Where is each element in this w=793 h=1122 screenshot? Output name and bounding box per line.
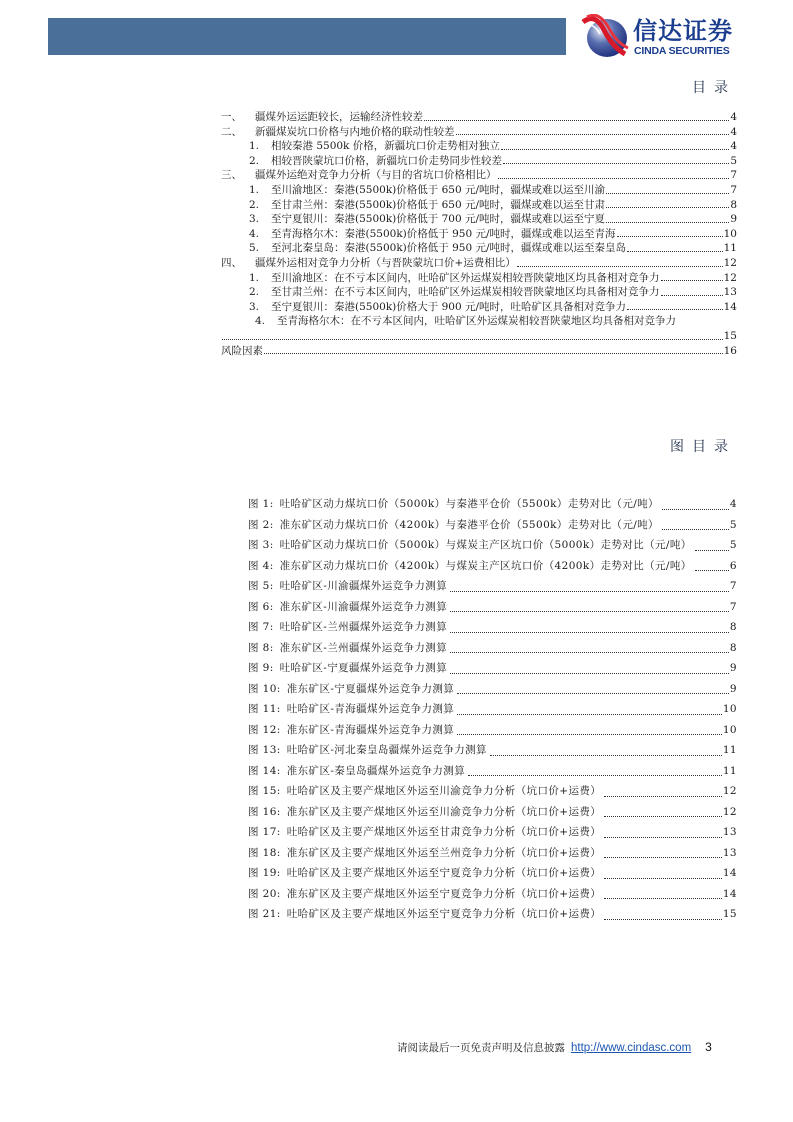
dot-leader	[661, 292, 723, 296]
dot-leader	[662, 506, 729, 510]
dot-leader	[424, 117, 729, 121]
figure-entry-text: 吐哈矿区-兰州疆煤外运竞争力测算	[279, 621, 448, 633]
figure-entry-page: 12	[722, 785, 737, 797]
toc-entry-number: 1.	[249, 183, 260, 196]
toc-entry[interactable]	[221, 125, 737, 140]
toc-entry-text: 相较秦港 5500k 价格，新疆坑口价走势相对独立	[271, 140, 500, 153]
figure-entry-label: 图 5:	[248, 580, 274, 592]
dot-leader	[695, 547, 729, 551]
figure-entry-page: 10	[722, 703, 737, 715]
toc-entry-number: 4.	[255, 315, 266, 328]
toc-entry[interactable]	[221, 271, 737, 286]
figure-entry-label: 图 8:	[248, 641, 274, 654]
dot-leader	[627, 248, 723, 252]
header-bar	[48, 18, 566, 55]
figure-entry-text: 吐哈矿区动力煤坑口价（5000k）与煤炭主产区坑口价（5000k）走势对比（元/吨）	[279, 539, 692, 551]
figure-entry-label: 图 2:	[248, 518, 274, 531]
figure-entry-page: 13	[722, 846, 737, 859]
dot-leader	[606, 204, 729, 208]
figure-entry[interactable]	[248, 617, 737, 638]
dot-leader	[450, 629, 729, 633]
toc-entry-number: 四、	[221, 256, 242, 269]
figure-entry[interactable]	[248, 638, 737, 659]
figure-entry-page: 14	[722, 887, 737, 900]
dot-leader	[450, 670, 729, 674]
dot-leader	[606, 190, 729, 194]
figure-entry-page: 13	[722, 826, 737, 838]
figure-entry-text: 准东矿区-宁夏疆煤外运竞争力测算	[286, 682, 455, 695]
toc-entry[interactable]	[221, 154, 737, 169]
dot-leader	[604, 834, 722, 838]
toc-entry-page: 4	[730, 111, 737, 123]
figure-entry-label: 图 19:	[248, 867, 281, 879]
figure-entry-text: 准东矿区动力煤坑口价（4200k）与煤炭主产区坑口价（4200k）走势对比（元/吨）	[279, 559, 692, 572]
toc-entry-number: 二、	[221, 125, 242, 138]
figure-entry-page: 7	[729, 580, 737, 592]
figure-entry-label: 图 3:	[248, 539, 274, 551]
figure-entry[interactable]	[248, 494, 737, 515]
figure-entry-text: 准东矿区动力煤坑口价（4200k）与秦港平仓价（5500k）走势对比（元/吨）	[279, 518, 659, 531]
toc-entry-text: 至甘肃兰州：在不亏本区间内，吐哈矿区外运煤炭相较晋陕蒙地区均具备相对竞争力	[271, 286, 660, 299]
toc-entry-number: 4.	[249, 227, 260, 240]
figure-entry-page: 15	[722, 908, 737, 920]
toc-entry[interactable]	[221, 241, 737, 256]
figure-entry-text: 吐哈矿区及主要产煤地区外运至宁夏竞争力分析（坑口价+运费）	[286, 908, 602, 920]
figure-entry[interactable]	[248, 740, 737, 761]
toc-entry-page: 9	[730, 213, 737, 226]
toc-entry-text: 疆煤外运相对竞争力分析（与晋陕蒙坑口价+运费相比）	[255, 256, 516, 269]
toc-entry-text: 疆煤外运运距较长，运输经济性较差	[255, 111, 423, 123]
figure-entry-text: 吐哈矿区-宁夏疆煤外运竞争力测算	[279, 662, 448, 674]
dot-leader	[222, 336, 723, 340]
toc-entry-page: 15	[723, 329, 737, 342]
dot-leader	[264, 350, 723, 354]
toc-entry[interactable]	[221, 329, 737, 344]
figure-entry[interactable]	[248, 761, 737, 782]
toc-entry-page: 13	[723, 286, 737, 299]
figure-entry-text: 准东矿区及主要产煤地区外运至宁夏竞争力分析（坑口价+运费）	[286, 887, 602, 900]
figure-entry-page: 10	[722, 723, 737, 736]
figure-entry-text: 吐哈矿区-川渝疆煤外运竞争力测算	[279, 580, 448, 592]
toc-entry-number: 2.	[249, 198, 260, 211]
toc-title: 目录	[692, 80, 736, 96]
toc-entry-text: 新疆煤炭坑口价格与内地价格的联动性较差	[255, 125, 455, 138]
brand-logo	[581, 14, 781, 62]
figure-entry-text: 吐哈矿区-青海疆煤外运竞争力测算	[286, 703, 455, 715]
toc-entry[interactable]	[221, 198, 737, 213]
figure-list	[248, 494, 737, 925]
toc-entry-number: 3.	[249, 300, 260, 313]
figure-list-title: 图目录	[670, 439, 736, 455]
toc-entry-text: 至青海格尔木：秦港(5500k)价格低于 950 元/吨时，疆煤或难以运至青海	[271, 227, 616, 240]
disclaimer-note: 请阅读最后一页免责声明及信息披露	[397, 1042, 565, 1054]
dot-leader	[604, 813, 722, 817]
figure-entry[interactable]	[248, 597, 737, 618]
figure-entry[interactable]	[248, 699, 737, 720]
toc-entry-page: 7	[730, 169, 737, 182]
dot-leader	[457, 690, 729, 694]
figure-entry-label: 图 20:	[248, 887, 281, 900]
toc-entry-page: 4	[730, 140, 737, 153]
figure-entry-text: 吐哈矿区及主要产煤地区外运至川渝竞争力分析（坑口价+运费）	[286, 785, 602, 797]
brand-name-cn: 信达证券	[633, 17, 733, 45]
figure-entry-text: 准东矿区-川渝疆煤外运竞争力测算	[279, 600, 448, 613]
figure-entry-label: 图 14:	[248, 764, 281, 777]
figure-entry-label: 图 17:	[248, 826, 281, 838]
toc-entry-number: 1.	[249, 140, 260, 153]
table-of-contents	[221, 110, 737, 358]
toc-entry[interactable]	[221, 139, 737, 154]
toc-entry-text: 至宁夏银川：秦港(5500k)价格低于 700 元/吨时，疆煤或难以运至宁夏	[271, 213, 606, 226]
figure-entry[interactable]	[248, 884, 737, 905]
dot-leader	[617, 233, 723, 237]
figure-entry-text: 准东矿区-秦皇岛疆煤外运竞争力测算	[286, 764, 466, 777]
toc-entry-page: 12	[723, 256, 737, 269]
figure-entry-page: 8	[729, 641, 737, 654]
figure-entry-label: 图 18:	[248, 846, 281, 859]
dot-leader	[606, 219, 729, 223]
website-link[interactable]: http://www.cindasc.com	[571, 1042, 692, 1054]
dot-leader	[450, 649, 729, 653]
toc-entry-text: 疆煤外运绝对竞争力分析（与目的省坑口价格相比）	[255, 169, 497, 182]
figure-entry[interactable]	[248, 904, 737, 925]
figure-entry-page: 14	[722, 867, 737, 879]
toc-entry-text: 至川渝地区：秦港(5500k)价格低于 650 元/吨时，疆煤或难以运至川渝	[271, 183, 606, 196]
figure-entry[interactable]	[248, 720, 737, 741]
cinda-logo-icon	[581, 14, 629, 60]
figure-entry-text: 吐哈矿区-河北秦皇岛疆煤外运竞争力测算	[286, 744, 487, 756]
figure-entry-label: 图 7:	[248, 621, 274, 633]
page-footer	[397, 1040, 712, 1055]
dot-leader	[457, 711, 722, 715]
dot-leader	[468, 772, 722, 776]
dot-leader	[456, 131, 730, 135]
toc-entry-page: 10	[723, 227, 737, 240]
figure-entry-page: 11	[722, 744, 737, 756]
dot-leader	[661, 277, 723, 281]
figure-entry-page: 4	[729, 498, 737, 510]
figure-entry[interactable]	[248, 556, 737, 577]
figure-entry[interactable]	[248, 802, 737, 823]
toc-entry[interactable]	[221, 227, 737, 242]
figure-entry-label: 图 21:	[248, 908, 281, 920]
figure-entry-label: 图 6:	[248, 600, 274, 613]
toc-entry-number: 2.	[249, 286, 260, 299]
dot-leader	[662, 526, 729, 530]
figure-entry-label: 图 1:	[248, 498, 274, 510]
figure-entry-label: 图 13:	[248, 744, 281, 756]
toc-entry-text: 风险因素	[221, 344, 263, 357]
figure-entry-page: 5	[729, 518, 737, 531]
figure-entry-text: 准东矿区-兰州疆煤外运竞争力测算	[279, 641, 448, 654]
dot-leader	[604, 793, 722, 797]
toc-entry-text: 至川渝地区：在不亏本区间内，吐哈矿区外运煤炭相较晋陕蒙地区均具备相对竞争力	[271, 271, 660, 284]
figure-entry-text: 准东矿区及主要产煤地区外运至兰州竞争力分析（坑口价+运费）	[286, 846, 602, 859]
dot-leader	[498, 175, 730, 179]
toc-entry-page: 14	[723, 300, 737, 313]
figure-entry-label: 图 15:	[248, 785, 281, 797]
figure-entry[interactable]	[248, 863, 737, 884]
toc-entry-page: 12	[723, 271, 737, 284]
figure-entry-page: 8	[729, 621, 737, 633]
dot-leader	[457, 731, 722, 735]
dot-leader	[627, 306, 723, 310]
toc-entry[interactable]	[221, 212, 737, 227]
dot-leader	[501, 146, 730, 150]
dot-leader	[604, 854, 722, 858]
dot-leader	[490, 752, 722, 756]
dot-leader	[604, 895, 722, 899]
toc-entry[interactable]	[221, 285, 737, 300]
dot-leader	[450, 588, 729, 592]
toc-entry-number: 5.	[249, 242, 260, 255]
figure-entry[interactable]	[248, 679, 737, 700]
toc-entry-page: 7	[730, 183, 737, 196]
toc-entry-number: 2.	[249, 154, 260, 167]
figure-entry-label: 图 10:	[248, 682, 281, 695]
toc-entry-text: 至青海格尔木：在不亏本区间内，吐哈矿区外运煤炭相较晋陕蒙地区均具备相对竞争力	[277, 315, 676, 328]
toc-entry[interactable]	[221, 344, 737, 359]
toc-entry-number: 3.	[249, 213, 260, 226]
toc-entry-page: 8	[730, 198, 737, 211]
toc-entry[interactable]	[221, 183, 737, 198]
dot-leader	[450, 608, 729, 612]
toc-entry[interactable]	[221, 256, 737, 271]
toc-entry-text: 至甘肃兰州：秦港(5500k)价格低于 650 元/吨时，疆煤或难以运至甘肃	[271, 198, 606, 211]
figure-entry-text: 吐哈矿区及主要产煤地区外运至甘肃竞争力分析（坑口价+运费）	[286, 826, 602, 838]
figure-entry-text: 准东矿区及主要产煤地区外运至川渝竞争力分析（坑口价+运费）	[286, 805, 602, 818]
figure-entry-label: 图 12:	[248, 723, 281, 736]
dot-leader	[604, 916, 722, 920]
figure-entry-text: 吐哈矿区动力煤坑口价（5000k）与秦港平仓价（5500k）走势对比（元/吨）	[279, 498, 659, 510]
figure-entry-page: 12	[722, 805, 737, 818]
toc-entry-page: 11	[723, 242, 737, 255]
toc-entry-page: 5	[730, 154, 737, 167]
figure-entry[interactable]	[248, 843, 737, 864]
toc-entry-number: 一、	[221, 111, 242, 123]
toc-entry[interactable]	[221, 110, 737, 125]
toc-entry[interactable]	[221, 168, 737, 183]
figure-entry[interactable]	[248, 781, 737, 802]
figure-entry[interactable]	[248, 822, 737, 843]
dot-leader	[503, 160, 729, 164]
dot-leader	[695, 567, 729, 571]
dot-leader	[517, 263, 723, 267]
brand-name-en: CINDA SECURITIES	[634, 45, 730, 57]
figure-entry-page: 7	[729, 600, 737, 613]
page-number: 3	[705, 1040, 712, 1054]
dot-leader	[604, 875, 722, 879]
figure-entry[interactable]	[248, 658, 737, 679]
toc-entry-text: 至河北秦皇岛：秦港(5500k)价格低于 950 元/吨时，疆煤或难以运至秦皇岛	[271, 242, 627, 255]
figure-entry-label: 图 16:	[248, 805, 281, 818]
figure-entry-page: 9	[729, 682, 737, 695]
figure-entry[interactable]	[248, 535, 737, 556]
toc-entry-number: 三、	[221, 169, 242, 182]
figure-entry-page: 6	[729, 559, 737, 572]
toc-entry[interactable]	[221, 314, 737, 329]
figure-entry[interactable]	[248, 576, 737, 597]
toc-entry-text: 相较晋陕蒙坑口价格，新疆坑口价走势同步性较差	[271, 154, 502, 167]
toc-entry-page: 16	[723, 344, 737, 357]
figure-entry-page: 11	[722, 764, 737, 777]
toc-entry[interactable]	[221, 300, 737, 315]
figure-entry[interactable]	[248, 515, 737, 536]
figure-entry-label: 图 11:	[248, 703, 281, 715]
toc-entry-page: 4	[730, 125, 737, 138]
toc-entry-text: 至宁夏银川：秦港(5500k)价格大于 900 元/吨时，吐哈矿区具备相对竞争力	[271, 300, 627, 313]
figure-entry-page: 9	[729, 662, 737, 674]
figure-entry-text: 准东矿区-青海疆煤外运竞争力测算	[286, 723, 455, 736]
figure-entry-text: 吐哈矿区及主要产煤地区外运至宁夏竞争力分析（坑口价+运费）	[286, 867, 602, 879]
figure-entry-label: 图 9:	[248, 662, 274, 674]
toc-entry-number: 1.	[249, 271, 260, 284]
figure-entry-page: 5	[729, 539, 737, 551]
figure-entry-label: 图 4:	[248, 559, 274, 572]
